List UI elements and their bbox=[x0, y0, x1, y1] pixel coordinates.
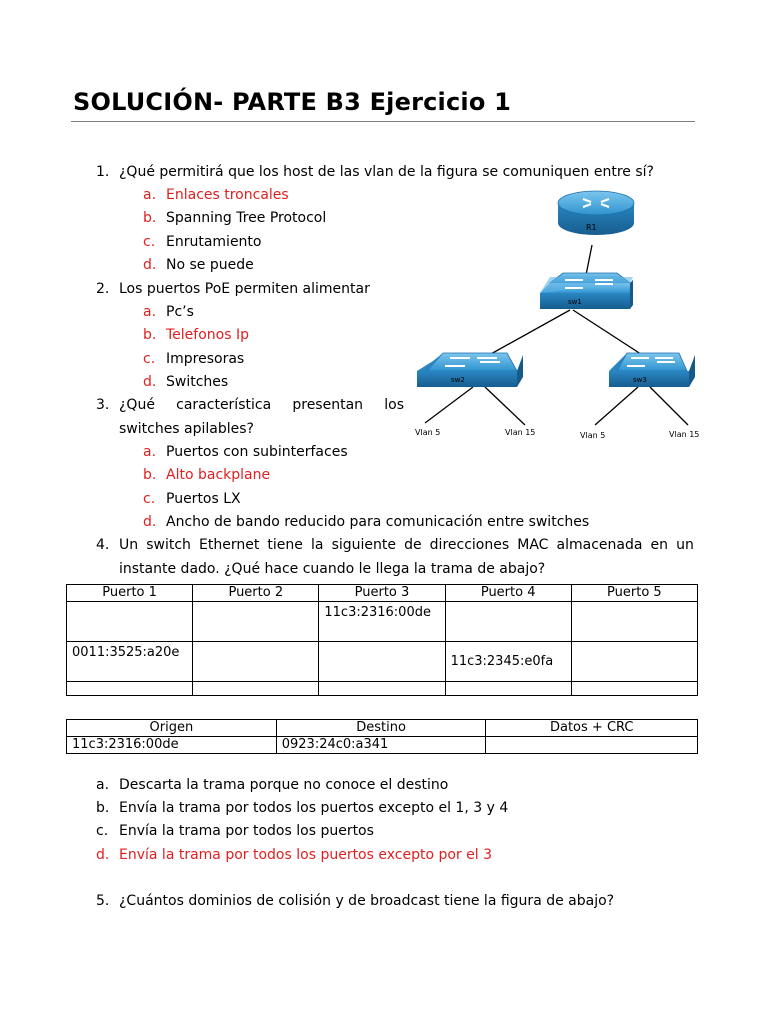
network-diagram bbox=[405, 185, 710, 445]
link-sw2-vlan5 bbox=[425, 387, 473, 423]
mac-address-table bbox=[66, 584, 698, 696]
table-row bbox=[67, 682, 698, 696]
switch-sw3 bbox=[609, 353, 695, 387]
q4-option-c: Envía la trama por todos los puertos bbox=[119, 823, 374, 839]
table-cell bbox=[193, 642, 319, 682]
vlan-label: Vlan 15 bbox=[669, 430, 700, 439]
table-header-cell: Puerto 3 bbox=[319, 585, 445, 602]
q4-word: tiene bbox=[267, 537, 303, 553]
table-header-cell: Origen bbox=[67, 720, 277, 737]
q3-option-c-letter: c. bbox=[143, 491, 156, 507]
table-header-cell: Puerto 4 bbox=[445, 585, 571, 602]
link-sw1-sw3 bbox=[573, 310, 650, 360]
q4-option-d-letter: d. bbox=[96, 847, 110, 863]
q4-option-c-letter: c. bbox=[96, 823, 109, 839]
q2-text: Los puertos PoE permiten alimentar bbox=[119, 281, 370, 297]
q4-text-line2: instante dado. ¿Qué hace cuando le llega la trama de abajo? bbox=[119, 561, 546, 577]
table-cell bbox=[571, 602, 697, 642]
q2-option-a: Pc’s bbox=[166, 304, 194, 320]
q4-option-a: Descarta la trama porque no conoce el destino bbox=[119, 777, 449, 793]
q3-option-a-letter: a. bbox=[143, 444, 157, 460]
table-header-cell: Puerto 2 bbox=[193, 585, 319, 602]
q4-word: almacenada bbox=[556, 537, 643, 553]
table-cell bbox=[445, 682, 571, 696]
link-sw1-sw2 bbox=[480, 310, 570, 360]
q3-word: presentan bbox=[292, 397, 364, 413]
table-row bbox=[67, 602, 698, 642]
q3-option-a: Puertos con subinterfaces bbox=[166, 444, 348, 460]
table-cell: 0011:3525:a20e bbox=[67, 642, 193, 682]
vlan-label: Vlan 5 bbox=[415, 428, 441, 437]
table-row bbox=[67, 737, 698, 754]
table-row bbox=[67, 642, 698, 682]
table-header-row bbox=[67, 720, 698, 737]
q3-word: ¿Qué bbox=[119, 397, 155, 413]
q2-number: 2. bbox=[96, 281, 110, 297]
q3-text-line1 bbox=[119, 395, 404, 415]
table-cell bbox=[193, 602, 319, 642]
q5-number: 5. bbox=[96, 893, 110, 909]
q3-word: los bbox=[384, 397, 404, 413]
q4-number: 4. bbox=[96, 537, 110, 553]
table-header-cell: Destino bbox=[276, 720, 486, 737]
q3-word: característica bbox=[176, 397, 272, 413]
q4-word: de bbox=[404, 537, 422, 553]
switch-label: sw2 bbox=[451, 376, 465, 384]
frame-table bbox=[66, 719, 698, 754]
q4-word: un bbox=[676, 537, 694, 553]
table-header-cell: Datos + CRC bbox=[486, 720, 698, 737]
table-header-cell: Puerto 5 bbox=[571, 585, 697, 602]
q3-text-line2: switches apilables? bbox=[119, 421, 254, 437]
vlan-label: Vlan 5 bbox=[580, 431, 606, 440]
q3-option-d: Ancho de bando reducido para comunicación entre switches bbox=[166, 514, 590, 530]
table-cell bbox=[486, 737, 698, 754]
table-cell bbox=[319, 642, 445, 682]
q4-word: Un bbox=[119, 537, 139, 553]
q3-option-b-letter: b. bbox=[143, 467, 157, 483]
q1-text: ¿Qué permitirá que los host de las vlan de la figura se comuniquen entre sí? bbox=[119, 164, 654, 180]
q4-option-b-letter: b. bbox=[96, 800, 110, 816]
q4-option-d: Envía la trama por todos los puertos excepto por el 3 bbox=[119, 847, 492, 863]
title-underline bbox=[71, 121, 695, 122]
q2-option-d-letter: d. bbox=[143, 374, 157, 390]
q4-text-line1 bbox=[119, 535, 694, 555]
q4-option-a-letter: a. bbox=[96, 777, 110, 793]
table-header-row bbox=[67, 585, 698, 602]
q2-option-b-letter: b. bbox=[143, 327, 157, 343]
q2-option-b: Telefonos Ip bbox=[166, 327, 249, 343]
table-cell bbox=[67, 602, 193, 642]
q1-option-c-letter: c. bbox=[143, 234, 156, 250]
q3-number: 3. bbox=[96, 397, 110, 413]
table-cell bbox=[67, 682, 193, 696]
link-sw3-vlan5 bbox=[595, 387, 638, 425]
q2-option-a-letter: a. bbox=[143, 304, 157, 320]
table-cell bbox=[319, 682, 445, 696]
q1-number: 1. bbox=[96, 164, 110, 180]
q1-option-b-letter: b. bbox=[143, 210, 157, 226]
q4-word: siguiente bbox=[331, 537, 396, 553]
table-cell: 11c3:2345:e0fa bbox=[445, 642, 571, 682]
q4-word: Ethernet bbox=[199, 537, 260, 553]
router-label: R1 bbox=[586, 223, 597, 232]
switch-label: sw1 bbox=[568, 298, 582, 306]
q1-option-c: Enrutamiento bbox=[166, 234, 262, 250]
router-r1 bbox=[558, 191, 634, 235]
q4-word: direcciones bbox=[429, 537, 510, 553]
q4-word: MAC bbox=[517, 537, 549, 553]
q4-word: en bbox=[650, 537, 669, 553]
q1-option-a-letter: a. bbox=[143, 187, 157, 203]
q4-option-b: Envía la trama por todos los puertos excepto el 1, 3 y 4 bbox=[119, 800, 509, 816]
q3-option-d-letter: d. bbox=[143, 514, 157, 530]
switch-sw2 bbox=[417, 353, 523, 387]
q1-option-d-letter: d. bbox=[143, 257, 157, 273]
vlan-label: Vlan 15 bbox=[505, 428, 536, 437]
switch-label: sw3 bbox=[633, 376, 647, 384]
q1-option-d: No se puede bbox=[166, 257, 254, 273]
table-cell bbox=[571, 682, 697, 696]
q1-option-a: Enlaces troncales bbox=[166, 187, 289, 203]
q5-text: ¿Cuántos dominios de colisión y de broadcast tiene la figura de abajo? bbox=[119, 893, 615, 909]
table-cell: 11c3:2316:00de bbox=[319, 602, 445, 642]
q4-word: la bbox=[311, 537, 324, 553]
switch-sw1 bbox=[540, 273, 633, 309]
table-cell bbox=[445, 602, 571, 642]
q1-option-b: Spanning Tree Protocol bbox=[166, 210, 327, 226]
q4-word: switch bbox=[146, 537, 191, 553]
table-cell bbox=[571, 642, 697, 682]
table-header-cell: Puerto 1 bbox=[67, 585, 193, 602]
q3-option-b: Alto backplane bbox=[166, 467, 271, 483]
page-title: SOLUCIÓN- PARTE B3 Ejercicio 1 bbox=[73, 88, 511, 116]
link-sw2-vlan15 bbox=[485, 387, 525, 425]
q3-option-c: Puertos LX bbox=[166, 491, 241, 507]
table-cell: 0923:24c0:a341 bbox=[276, 737, 486, 754]
table-cell bbox=[193, 682, 319, 696]
q2-option-d: Switches bbox=[166, 374, 229, 390]
q2-option-c: Impresoras bbox=[166, 351, 245, 367]
table-cell: 11c3:2316:00de bbox=[67, 737, 277, 754]
link-sw3-vlan15 bbox=[650, 387, 688, 425]
q2-option-c-letter: c. bbox=[143, 351, 156, 367]
